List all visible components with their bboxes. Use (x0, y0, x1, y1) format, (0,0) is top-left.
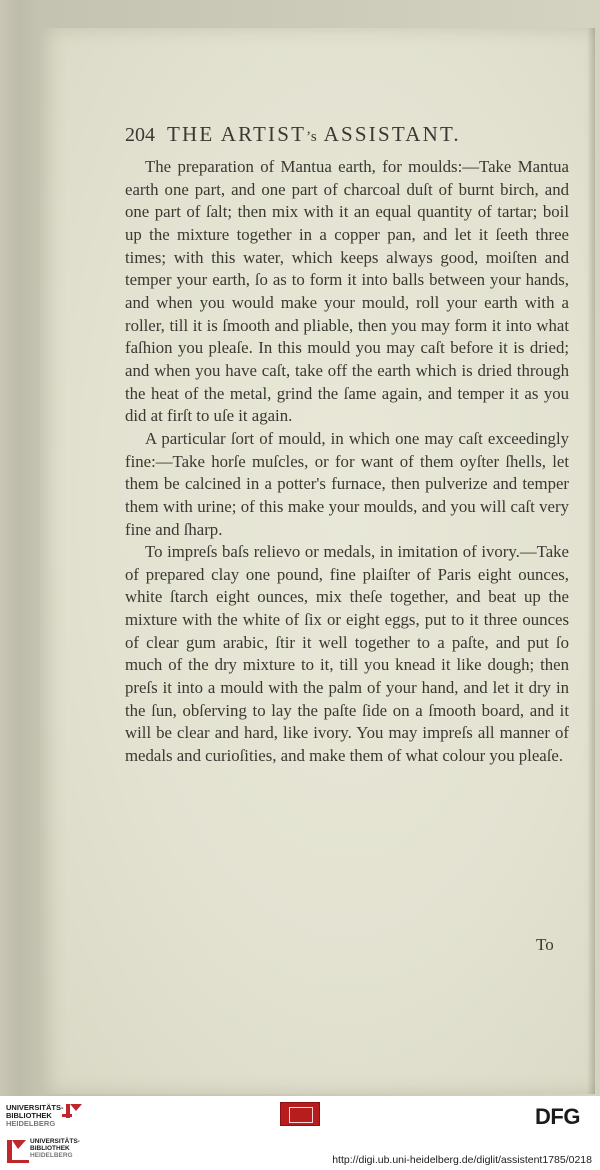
running-header (125, 122, 575, 147)
viewer-footer (0, 1096, 600, 1170)
library-name-bottom: UNIVERSITÄTS- BIBLIOTHEK HEIDELBERG (30, 1138, 80, 1159)
dfg-logo[interactable]: DFG (535, 1104, 580, 1129)
paragraph-mantua-earth: The preparation of Mantua earth, for moulds:—Take Mantua earth one part, and one part of charcoal duſt of burnt birch, and one part of ſalt; then mix with it an equal quantity of tartar; boil up the mixture together in a copper pan, and let it ſeeth three times; with this water, which keeps always good, moiſten and temper your earth, ſo as to form it into balls between your hands, and when you would make your mould, roll your earth with a roller, till it is ſmooth and pliable, then you may form it into what faſhion you pleaſe. In this mould you may caſt before it is dried; and when you have caſt, take off the earth which is dried through the heat of the metal, grind the ſame again, and temper it as you did at firſt to uſe it again. (125, 157, 569, 426)
body-text (125, 156, 569, 768)
running-head-possessive: ’s (306, 129, 318, 145)
catchword: To (536, 935, 554, 954)
stamp-grid (289, 1107, 313, 1123)
library-name-top: UNIVERSITÄTS- BIBLIOTHEK HEIDELBERG (6, 1103, 64, 1128)
page-edge-shadow (587, 28, 595, 1094)
library-stamp-icon (280, 1102, 320, 1126)
page-number: 204 (125, 124, 155, 146)
paragraph-ivory-medals: To impreſs baſs relievo or medals, in imitation of ivory.—Take of prepared clay one pound, fine plaiſter of Paris eight ounces, white ſtarch eight ounces, mix theſe together, and beat up the mixture with the white of ſix or eight eggs, put to it three ounces of clear gum arabic, ſtir it well together to a paſte, and put ſo much of the dry mixture to it, till you knead it like dough; then preſs it into a mould with the palm of your hand, and let it dry in the ſun, obſerving to lay the paſte ſide on a ſmooth board, and it will be clear and hard, like ivory. You may impreſs all manner of medals and curioſities, and make them of what colour you pleaſe. (125, 542, 569, 766)
running-head-title-tail: ASSISTANT. (317, 122, 461, 146)
paragraph-fine-mould: A particular ſort of mould, in which one may caſt exceedingly fine:—Take horſe muſcles, or for want of them oyſter ſhells, let them be calcined in a potter's furnace, then pulverize and temper them with urine; of this make your moulds, and you will caſt very fine and ſharp. (125, 428, 569, 539)
running-head-title: THE ARTIST (167, 122, 307, 146)
permalink-url[interactable]: http://digi.ub.uni-heidelberg.de/diglit/assistent1785/0218 (332, 1154, 592, 1166)
